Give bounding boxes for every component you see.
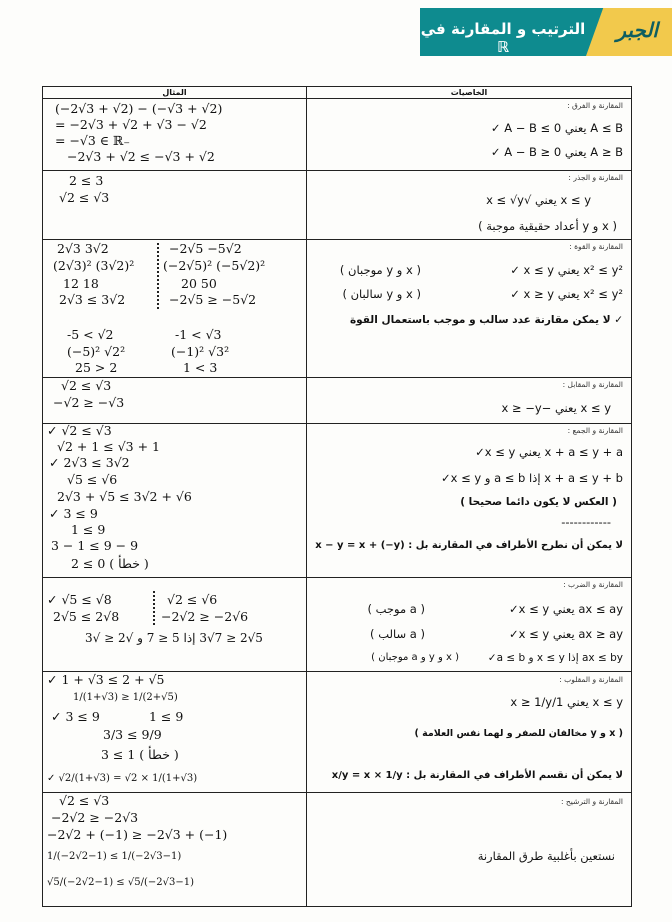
- example-addition-5: 2√3 + √5 ≤ 3√2 + √6: [57, 489, 192, 504]
- property-difference-1: A ≤ B يعني A − B ≤ 0 ✓: [490, 121, 623, 135]
- row-divider: [43, 239, 631, 240]
- property-addition-note: ( العكس لا يكون دائما صحيحا ): [460, 496, 617, 508]
- property-multiplication-2-condition: ( a سالب ): [370, 627, 425, 641]
- example-multiplication-3: √2 ≤ √6: [167, 592, 218, 607]
- example-inverse-6: ✓ √2/(1+√3) = √2 × 1/(1+√3): [47, 773, 198, 784]
- example-difference-1: (−2√3 + √2) − (−√3 + √2): [55, 101, 223, 116]
- example-power-a3: 12 18: [63, 276, 99, 291]
- divider-dashes: ------------: [561, 515, 611, 529]
- example-inverse-4: 3/3 ≤ 9/9: [103, 727, 162, 742]
- property-power-2: x² ≤ y² يعني x ≥ y ✓: [510, 287, 623, 301]
- section-title-opposite: المقارنة و المقابل :: [562, 380, 623, 389]
- column-separator: [153, 591, 155, 625]
- example-power-c1: -5 < √2: [67, 327, 114, 342]
- property-power-1: x² ≤ y² يعني x ≤ y ✓: [510, 263, 623, 277]
- example-bounding-2: −2√2 ≥ −2√3: [51, 810, 139, 825]
- example-addition-8: 3 − 1 ≤ 9 − 9: [51, 538, 139, 553]
- property-multiplication-1-condition: ( a موجب ): [367, 602, 425, 616]
- example-power-b1: −2√5 −5√2: [169, 241, 242, 256]
- property-inverse-3: لا يمكن أن نقسم الأطراف في المقارنة بل : x/y = x × 1/y: [331, 770, 623, 781]
- example-inverse-1: ✓ 1 + √3 ≤ 2 + √5: [47, 672, 165, 687]
- section-title-bounding: المقارنة و الترشيح :: [561, 797, 623, 806]
- column-separator: [157, 243, 159, 309]
- example-power-b4: −2√5 ≥ −5√2: [169, 292, 257, 307]
- example-power-c2: (−5)² √2²: [67, 344, 126, 359]
- example-addition-1: ✓ √2 ≤ √3: [47, 423, 112, 438]
- example-root-2: √2 ≤ √3: [59, 190, 110, 205]
- example-difference-3: = −√3 ∈ ℝ₋: [55, 133, 131, 148]
- example-difference-4: −2√3 + √2 ≤ −√3 + √2: [67, 149, 215, 164]
- example-opposite-2: −√2 ≥ −√3: [53, 395, 125, 410]
- example-difference-2: = −2√3 + √2 + √3 − √2: [55, 117, 207, 132]
- example-power-a1: 2√3 3√2: [57, 241, 109, 256]
- example-multiplication-2: 2√5 ≤ 2√8: [53, 609, 120, 624]
- header-banner: [420, 8, 672, 56]
- row-divider: [43, 792, 631, 793]
- example-addition-6: ✓ 3 ≤ 9: [49, 506, 98, 521]
- column-header-property: الخاصيات: [450, 88, 488, 97]
- row-divider: [43, 377, 631, 378]
- example-multiplication-1: ✓ √5 ≤ √8: [47, 592, 112, 607]
- section-title-difference: المقارنة و الفرق :: [567, 101, 623, 110]
- property-difference-2: A ≥ B يعني A − B ≥ 0 ✓: [490, 145, 623, 159]
- example-power-d2: (−1)² √3²: [171, 344, 230, 359]
- example-power-b3: 20 50: [181, 276, 217, 291]
- property-inverse-2: ( x و y مخالفان للصفر و لهما نفس العلامة ): [414, 728, 623, 739]
- property-addition-1: x + a ≤ y + a يعني x ≤ y✓: [475, 445, 623, 459]
- page-title: الترتيب و المقارنة في ℝ: [420, 20, 586, 56]
- property-root-1: x ≤ y يعني √x ≤ √y: [486, 193, 591, 207]
- section-title-multiplication: المقارنة و الضرب :: [563, 580, 623, 589]
- property-power-2-condition: ( x و y سالبان ): [342, 287, 421, 301]
- example-opposite-1: √2 ≤ √3: [61, 378, 112, 393]
- example-addition-4: √5 ≤ √6: [67, 472, 118, 487]
- property-inverse-1: x ≤ y يعني 1/x ≥ 1/y: [510, 695, 623, 709]
- properties-table: [42, 86, 632, 907]
- example-power-c3: 25 > 2: [75, 360, 118, 375]
- column-header-example: المثال: [162, 88, 187, 97]
- example-addition-2: √2 + 1 ≤ √3 + 1: [57, 439, 161, 454]
- row-divider: [43, 577, 631, 578]
- example-root-1: 2 ≤ 3: [69, 173, 104, 188]
- property-multiplication-3-condition: ( x و y و a موجبان ): [371, 652, 459, 663]
- example-power-d1: -1 < √3: [175, 327, 222, 342]
- example-bounding-5: √5/(−2√2−1) ≤ √5/(−2√3−1): [47, 877, 194, 888]
- section-title-inverse: المقارنة و المقلوب :: [559, 675, 623, 684]
- example-bounding-4: 1/(−2√2−1) ≤ 1/(−2√3−1): [47, 851, 182, 862]
- chapter-tab-label: الجبر: [616, 18, 658, 42]
- example-inverse-5: 3 ≤ 1 ( خطأ ): [101, 747, 179, 762]
- example-power-a4: 2√3 ≤ 3√2: [59, 292, 126, 307]
- section-title-addition: المقارنة و الجمع :: [567, 426, 623, 435]
- example-addition-7: 1 ≤ 9: [71, 522, 106, 537]
- property-root-2: ( x و y أعداد حقيقية موجبة ): [478, 219, 617, 233]
- example-bounding-3: −2√2 + (−1) ≥ −2√3 + (−1): [47, 827, 228, 842]
- example-bounding-1: √2 ≤ √3: [59, 793, 110, 808]
- property-addition-2: x + a ≤ y + b إذا a ≤ b و x ≤ y✓: [440, 471, 623, 485]
- example-inverse-2: 1/(1+√3) ≥ 1/(2+√5): [73, 692, 178, 703]
- property-power-note: ✓ لا يمكن مقارنة عدد سالب و موجب باستعمال القوة: [349, 314, 623, 326]
- example-multiplication-4: −2√2 ≥ −2√6: [161, 609, 249, 624]
- example-multiplication-5: 5√2 ≤ 7√3 إذا 5 ≤ 7 و √2 ≤ √3: [85, 631, 263, 645]
- row-divider: [43, 423, 631, 424]
- property-power-1-condition: ( x و y موجبان ): [339, 263, 421, 277]
- row-divider: [43, 170, 631, 171]
- property-multiplication-1: ax ≤ ay يعني x ≤ y✓: [509, 602, 623, 616]
- example-addition-3: ✓ 2√3 ≤ 3√2: [49, 455, 130, 470]
- example-inverse-3b: 1 ≤ 9: [149, 709, 184, 724]
- property-bounding-1: نستعين بأغلبية طرق المقارنة: [477, 849, 615, 863]
- property-multiplication-3: ax ≤ by إذا x ≤ y و a ≤ b✓: [487, 652, 623, 664]
- property-opposite-1: x ≤ y يعني −x ≥ −y: [501, 401, 611, 415]
- section-title-power: المقارنة و القوة :: [569, 242, 623, 251]
- example-power-b2: (−2√5)² (−5√2)²: [163, 258, 266, 273]
- example-addition-9: 2 ≤ 0 ( خطأ ): [71, 556, 149, 571]
- property-addition-subtraction: لا يمكن أن نطرح الأطراف في المقارنة بل : x − y = x + (−y): [315, 540, 623, 551]
- property-multiplication-2: ax ≥ ay يعني x ≤ y✓: [509, 627, 623, 641]
- example-inverse-3: ✓ 3 ≤ 9: [51, 709, 100, 724]
- example-power-a2: (2√3)² (3√2)²: [53, 258, 135, 273]
- section-title-root: المقارنة و الجذر :: [568, 173, 623, 182]
- row-divider: [43, 98, 631, 99]
- column-divider: [306, 87, 307, 906]
- example-power-d3: 1 < 3: [183, 360, 218, 375]
